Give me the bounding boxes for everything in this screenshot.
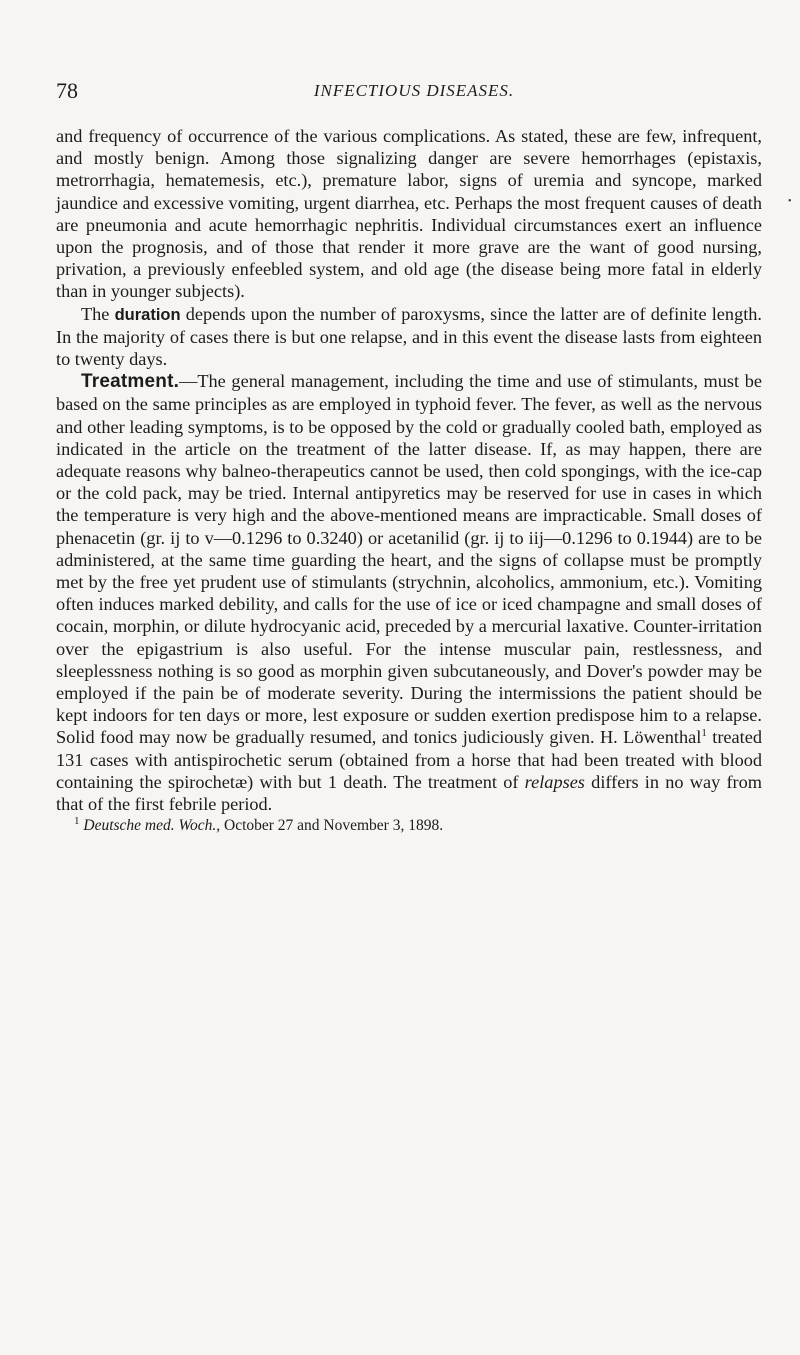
paragraph-duration — [56, 303, 762, 371]
paragraph-complications-text: and frequency of occurrence of the various complications. As stated, these are few, infrequent, and mostly benign. Among those signalizing danger are severe hemorrhages (epistaxis, metrorrhagia, hematemesis, etc.), premature labor, signs of uremia and syncope, marked jaundice and excessive vomiting, urgent diarrhea, etc. Perhaps the most frequent causes of death are pneumonia and acute hemorrhagic nephritis. Individual circumstances exert an influence upon the prognosis, and of those that render it more grave are the want of good nursing, privation, a previously enfeebled system, and old age (the disease being more fatal in elderly than in younger subjects). — [56, 126, 762, 302]
paragraph-treatment — [56, 370, 762, 815]
margin-speck-mark: • — [788, 196, 792, 207]
duration-term: duration — [114, 305, 181, 324]
paragraph-complications — [56, 125, 762, 303]
footnote-mark: 1 — [74, 815, 80, 828]
running-head — [56, 78, 762, 108]
relapses-term: relapses — [524, 771, 585, 792]
treatment-text-b: treated 131 cases with antispirochetic serum (obtained from a horse that had been treated with blood containing the spirochetæ) with but 1 death. The treatment of — [56, 727, 762, 792]
duration-text: depends upon the number of paroxysms, since the latter are of definite length. In the majority of cases there is but one relapse, and in this event the disease lasts from eighteen to twenty days. — [56, 303, 762, 370]
running-head-title: INFECTIOUS DISEASES. — [313, 81, 515, 100]
book-page — [56, 78, 762, 836]
body-text — [56, 125, 762, 836]
treatment-text-c: differs in no way from that of the first febrile period. — [56, 771, 762, 815]
footnote-source: Deutsche med. Woch. — [83, 817, 217, 835]
page-number: 78 — [56, 78, 78, 103]
footnote-details: , October 27 and November 3, 1898. — [216, 817, 444, 835]
duration-lead-text: The — [81, 303, 115, 324]
treatment-heading: Treatment. — [81, 371, 180, 393]
footnote-reference: 1 — [701, 727, 707, 740]
footnote — [56, 816, 762, 836]
treatment-text-a: —The general management, including the time and use of stimulants, must be based on the same principles as are employed in typhoid fever. The fever, as well as the nervous and other leading symptoms, is to be opposed by the cold or gradually cooled bath, employed as indicated in the article on the treatment of the latter disease. If, as may happen, there are adequate reasons why balneo-therapeutics cannot be used, then cold spongings, with the ice-cap or the cold pack, may be tried. Internal antipyretics may be reserved for use in cases in which the temperature is very high and the above-mentioned means are impracticable. Small doses of phenacetin (gr. ij to v—0.1296 to 0.3240) or acetanilid (gr. ij to iij—0.1296 to 0.1944) are to be administered, at the same time guarding the heart, and the signs of collapse must be promptly met by the free yet prudent use of stimulants (strychnin, alcoholics, ammonium, etc.). Vomiting often induces marked debility, and calls for the use of ice or iced champagne and small doses of cocain, morphin, or dilute hydrocyanic acid, preceded by a mercurial laxative. Counter-irritation over the epigastrium is also useful. For the intense muscular pain, restlessness, and sleeplessness nothing is so good as morphin given subcutaneously, and Dover's powder may be employed if the pain be of moderate severity. During the intermissions the patient should be kept indoors for ten days or more, lest exposure or sudden exertion predispose him to a relapse. Solid food may now be gradually resumed, and tonics judiciously given. H. Löwenthal — [56, 371, 762, 748]
